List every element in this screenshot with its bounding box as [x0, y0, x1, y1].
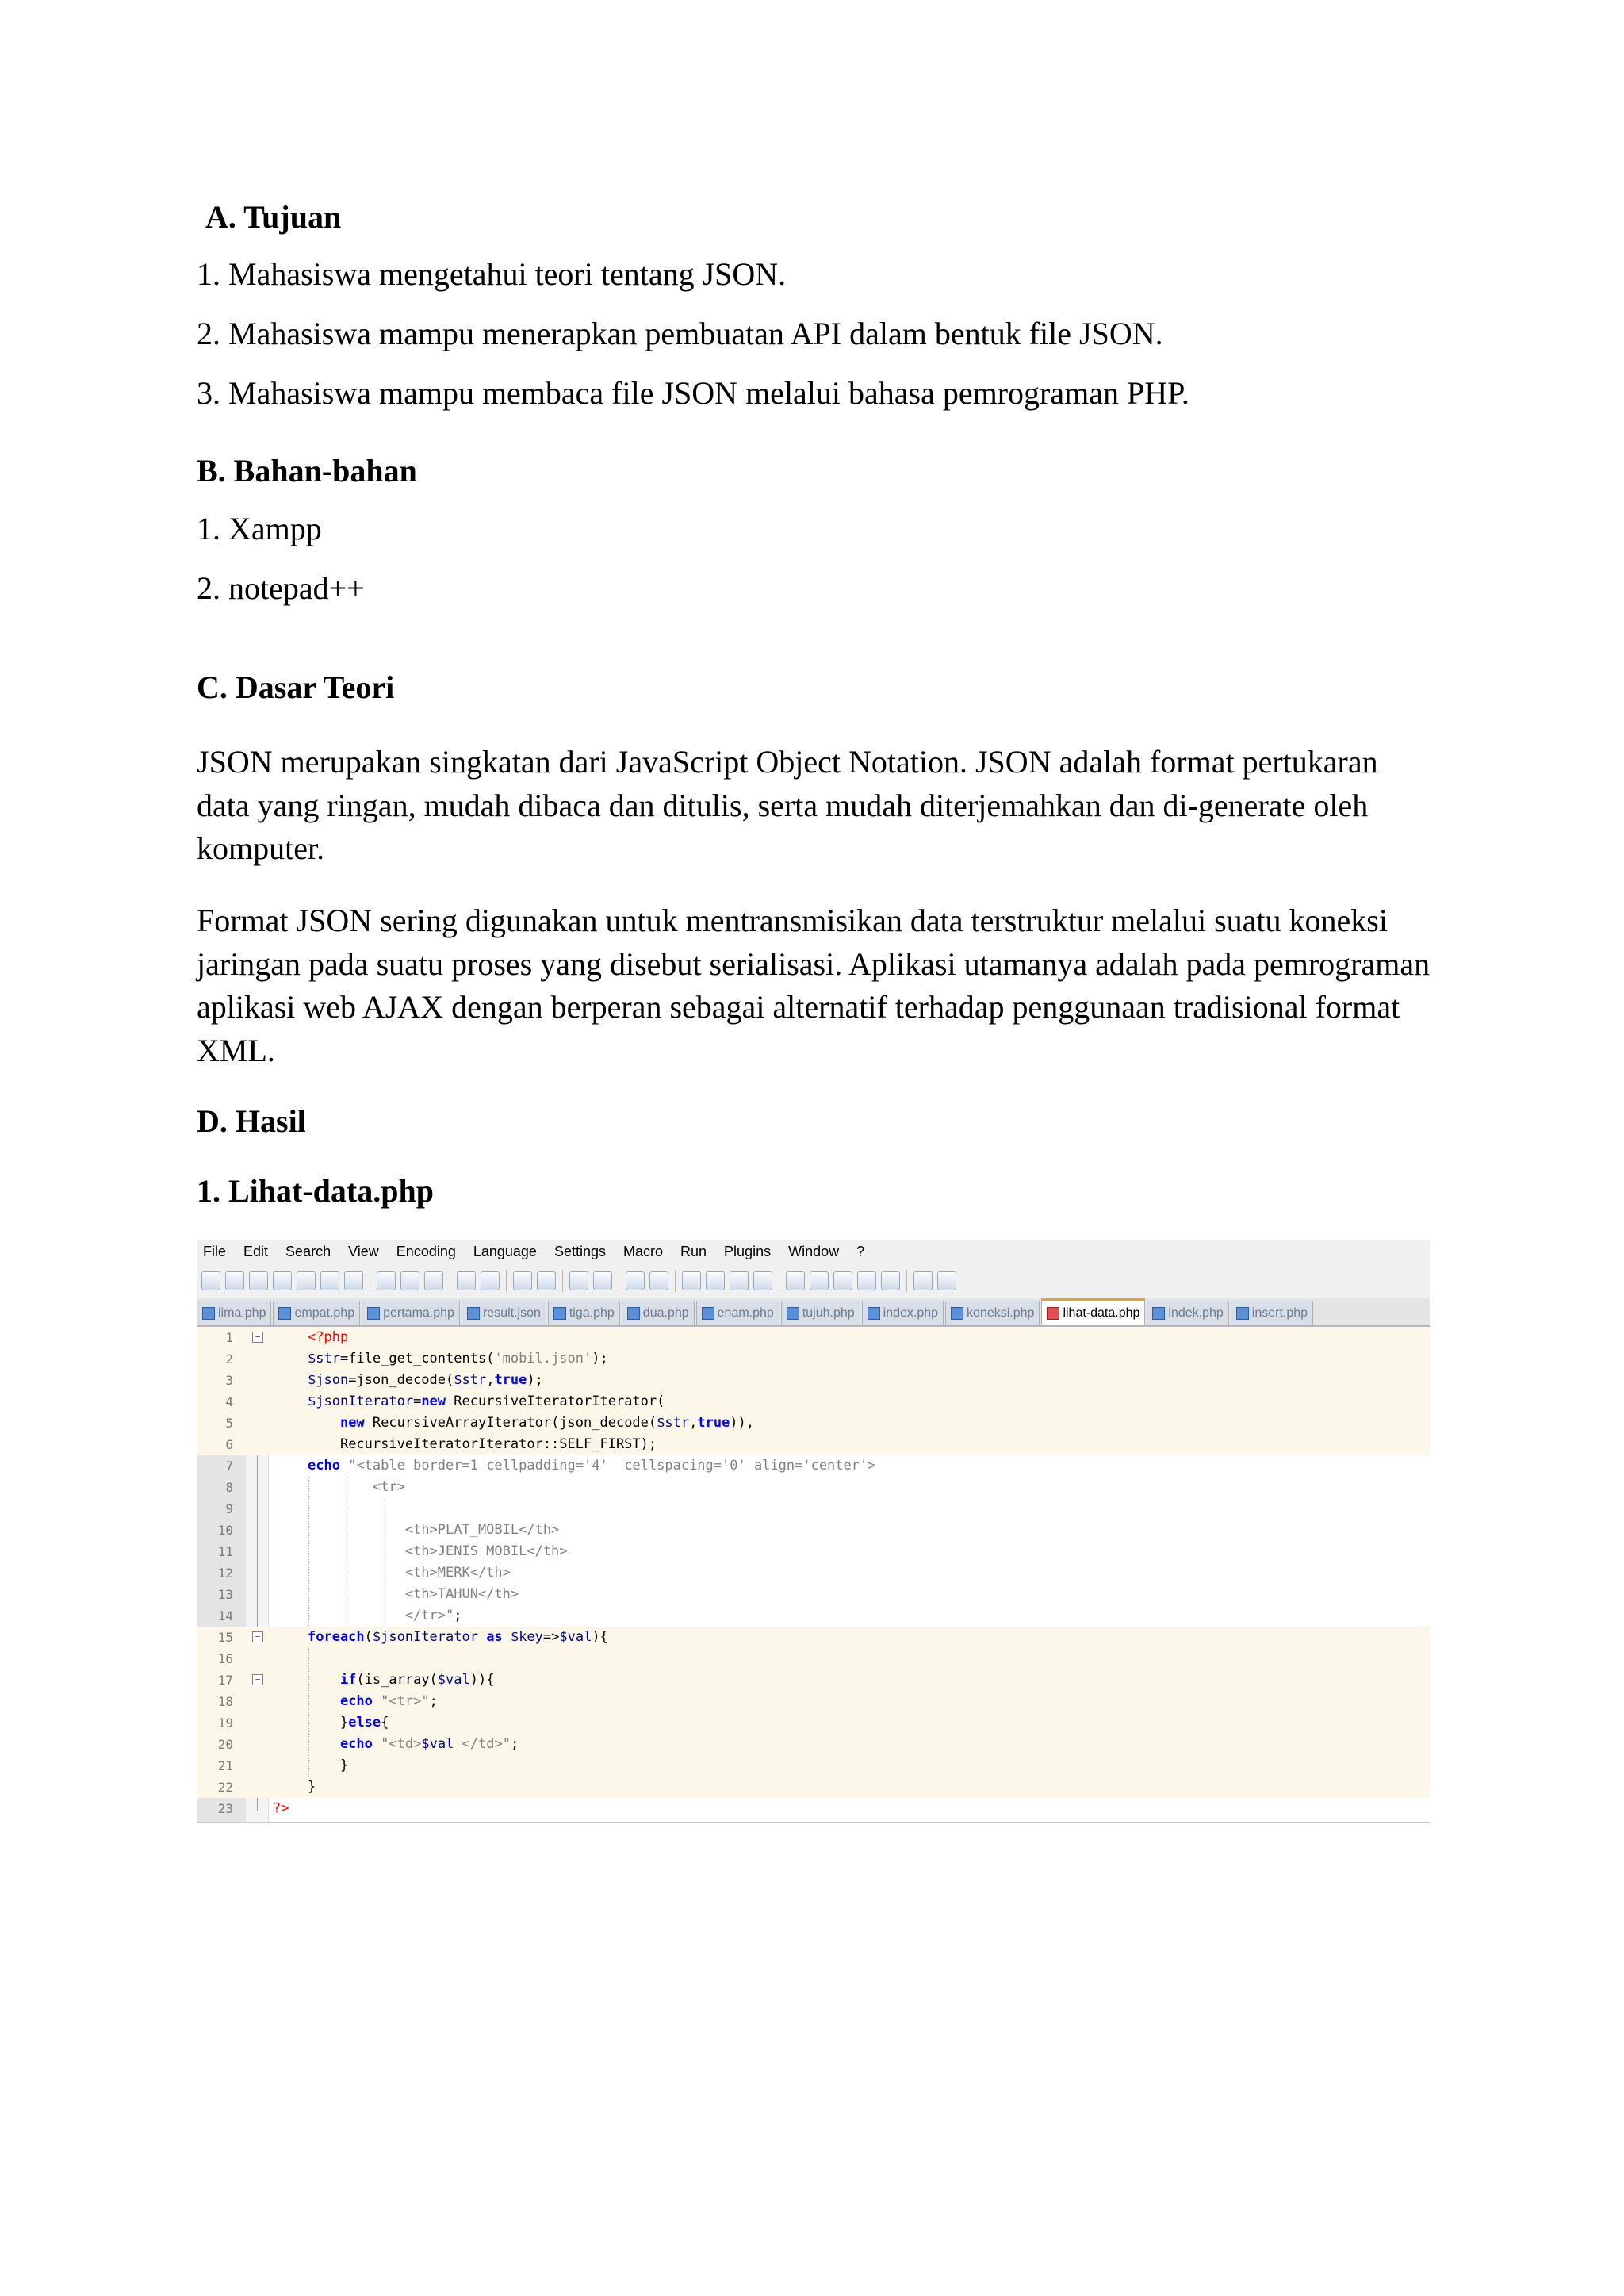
menu-macro[interactable]: Macro — [623, 1243, 664, 1259]
record-macro-icon[interactable] — [786, 1271, 805, 1290]
subheading-lihat-data: 1. Lihat-data.php — [197, 1173, 434, 1209]
toolbar-separator — [675, 1270, 676, 1292]
tab-indek-php[interactable]: indek.php — [1147, 1301, 1228, 1325]
menu-run[interactable]: Run — [680, 1243, 707, 1259]
file-icon — [951, 1307, 963, 1320]
code-line-6: 6 RecursiveIteratorIterator::SELF_FIRST); — [197, 1434, 1430, 1455]
save-all-icon[interactable] — [273, 1271, 292, 1290]
code-line-21: 21 } — [197, 1755, 1430, 1777]
code-line-3: 3 $json=json_decode($str,true); — [197, 1370, 1430, 1391]
menu-search[interactable]: Search — [285, 1243, 331, 1259]
bahan-item-2: 2. notepad++ — [197, 570, 365, 606]
print-icon[interactable] — [344, 1271, 363, 1290]
close-all-icon[interactable] — [320, 1271, 339, 1290]
code-line-9: 9 — [225, 1501, 233, 1516]
bahan-item-1: 1. Xampp — [197, 511, 322, 546]
find-icon[interactable] — [513, 1271, 532, 1290]
heading-hasil: D. Hasil — [197, 1103, 306, 1139]
file-icon — [702, 1307, 714, 1320]
undo-icon[interactable] — [457, 1271, 476, 1290]
new-file-icon[interactable] — [201, 1271, 220, 1290]
paragraph-json-definition: JSON merupakan singkatan dari JavaScript Object Notation. JSON adalah format pertukaran data yang ringan, mudah dibaca dan ditulis, serta mudah diterjemahkan dan di-generate oleh komputer. — [197, 744, 1378, 866]
heading-dasar-teori: C. Dasar Teori — [197, 669, 395, 705]
stop-macro-icon[interactable] — [810, 1271, 829, 1290]
save-macro-icon[interactable] — [881, 1271, 900, 1290]
fold-toggle-icon[interactable]: − — [252, 1674, 263, 1685]
code-line-12: 12 <th>MERK</th> — [217, 1565, 511, 1581]
tab-koneksi-php[interactable]: koneksi.php — [945, 1301, 1040, 1325]
menu-help[interactable]: ? — [856, 1243, 865, 1259]
tab-lihat-data-php[interactable]: lihat-data.php — [1041, 1298, 1145, 1325]
code-line-23: 23 ?> — [217, 1800, 289, 1816]
launch-browser-icon[interactable] — [914, 1271, 933, 1290]
sync-vertical-icon[interactable] — [626, 1271, 645, 1290]
heading-tujuan: A. Tujuan — [205, 199, 342, 235]
menu-window[interactable]: Window — [788, 1243, 840, 1259]
code-line-11: 11 <th>JENIS MOBIL</th> — [217, 1543, 568, 1559]
play-macro-icon[interactable] — [833, 1271, 852, 1290]
replace-icon[interactable] — [537, 1271, 556, 1290]
menu-file[interactable]: File — [203, 1243, 227, 1259]
paragraph-json-usage: Format JSON sering digunakan untuk mentransmisikan data terstruktur melalui suatu koneksi jaringan pada suatu proses yang disebut serialisasi. Aplikasi utamanya adalah pada pemrograman aplikasi web AJAX dengan berperan sebagai alternatif terhadap penggunaan tradisional format XML. — [197, 903, 1431, 1068]
toolbar-separator — [562, 1270, 563, 1292]
save-icon[interactable] — [249, 1271, 268, 1290]
zoom-out-icon[interactable] — [593, 1271, 612, 1290]
zoom-in-icon[interactable] — [569, 1271, 588, 1290]
paste-icon[interactable] — [424, 1271, 443, 1290]
file-icon — [868, 1307, 880, 1320]
tab-lima-php[interactable]: lima.php — [197, 1301, 271, 1325]
close-icon[interactable] — [297, 1271, 316, 1290]
file-icon — [553, 1307, 566, 1320]
code-line-7: 7 echo "<table border=1 cellpadding='4' cellspacing='0' align='center'> — [225, 1458, 876, 1474]
doc-map-icon[interactable] — [753, 1271, 772, 1290]
menu-view[interactable]: View — [348, 1243, 379, 1259]
code-line-19: 19 }else{ — [197, 1712, 1430, 1734]
code-line-17: 17 − if(is_array($val)){ — [197, 1669, 1430, 1691]
tab-insert-php[interactable]: insert.php — [1231, 1301, 1313, 1325]
tujuan-item-2: 2. Mahasiswa mampu menerapkan pembuatan API dalam bentuk file JSON. — [197, 316, 1163, 351]
tab-tujuh-php[interactable]: tujuh.php — [781, 1301, 860, 1325]
code-line-20: 20 echo "<td>$val </td>"; — [197, 1734, 1430, 1755]
open-file-icon[interactable] — [225, 1271, 244, 1290]
tab-result-json[interactable]: result.json — [462, 1301, 546, 1325]
show-all-chars-icon[interactable] — [706, 1271, 725, 1290]
toolbar — [197, 1263, 1430, 1299]
code-line-4: 4 $jsonIterator=new RecursiveIteratorIterator( — [197, 1391, 1430, 1412]
code-line-5: 5 new RecursiveArrayIterator(json_decode($str,true)), — [197, 1412, 1430, 1434]
copy-icon[interactable] — [400, 1271, 419, 1290]
code-line-2: 2 $str=file_get_contents('mobil.json'); — [197, 1348, 1430, 1370]
code-line-16: 16 — [197, 1648, 1430, 1669]
run-macro-multiple-icon[interactable] — [857, 1271, 876, 1290]
sync-horizontal-icon[interactable] — [649, 1271, 668, 1290]
menu-plugins[interactable]: Plugins — [724, 1243, 772, 1259]
menu-bar — [197, 1240, 1430, 1263]
file-tabs — [197, 1298, 1430, 1327]
file-icon — [1236, 1307, 1249, 1320]
word-wrap-icon[interactable] — [682, 1271, 701, 1290]
code-line-13: 13 <th>TAHUN</th> — [217, 1586, 519, 1602]
toolbar-separator — [506, 1270, 507, 1292]
tab-enam-php[interactable]: enam.php — [696, 1301, 779, 1325]
tab-index-php[interactable]: index.php — [862, 1301, 944, 1325]
menu-edit[interactable]: Edit — [243, 1243, 269, 1259]
file-icon — [278, 1307, 291, 1320]
file-icon — [627, 1307, 640, 1320]
tab-dua-php[interactable]: dua.php — [622, 1301, 695, 1325]
heading-bahan: B. Bahan-bahan — [197, 453, 417, 489]
indent-guide — [308, 1477, 309, 1627]
indent-guide — [308, 1648, 309, 1777]
tujuan-item-1: 1. Mahasiswa mengetahui teori tentang JSON. — [197, 256, 787, 292]
code-editor-screenshot — [197, 1240, 1430, 1823]
cut-icon[interactable] — [377, 1271, 396, 1290]
indent-guide-icon[interactable] — [730, 1271, 749, 1290]
menu-language[interactable]: Language — [473, 1243, 537, 1259]
code-line-18: 18 echo "<tr>"; — [197, 1691, 1430, 1712]
code-area[interactable] — [197, 1327, 1430, 1822]
menu-encoding[interactable]: Encoding — [396, 1243, 456, 1259]
code-line-22: 22 } — [197, 1777, 1430, 1798]
file-icon — [467, 1307, 480, 1320]
tab-pertama-php[interactable]: pertama.php — [362, 1301, 460, 1325]
fold-toggle-icon[interactable]: − — [252, 1631, 263, 1642]
fold-toggle-icon[interactable]: − — [252, 1332, 263, 1343]
toolbar-separator — [906, 1270, 907, 1292]
code-line-15: 15 − foreach($jsonIterator as $key=>$val){ — [197, 1627, 1430, 1648]
code-line-1: 1 − <?php — [197, 1327, 1430, 1348]
code-line-10: 10 <th>PLAT_MOBIL</th> — [217, 1522, 560, 1538]
file-icon — [202, 1307, 215, 1320]
tujuan-item-3: 3. Mahasiswa mampu membaca file JSON melalui bahasa pemrograman PHP. — [197, 375, 1189, 411]
file-icon — [1047, 1307, 1059, 1320]
code-line-14: 14 </tr>"; — [217, 1608, 462, 1623]
redo-icon[interactable] — [481, 1271, 500, 1290]
tab-empat-php[interactable]: empat.php — [273, 1301, 360, 1325]
code-line-8: 8 <tr> — [225, 1479, 405, 1495]
spell-check-icon[interactable] — [937, 1271, 956, 1290]
file-icon — [367, 1307, 380, 1320]
file-icon — [787, 1307, 799, 1320]
file-icon — [1152, 1307, 1165, 1320]
menu-settings[interactable]: Settings — [553, 1243, 606, 1259]
tab-tiga-php[interactable]: tiga.php — [548, 1301, 620, 1325]
